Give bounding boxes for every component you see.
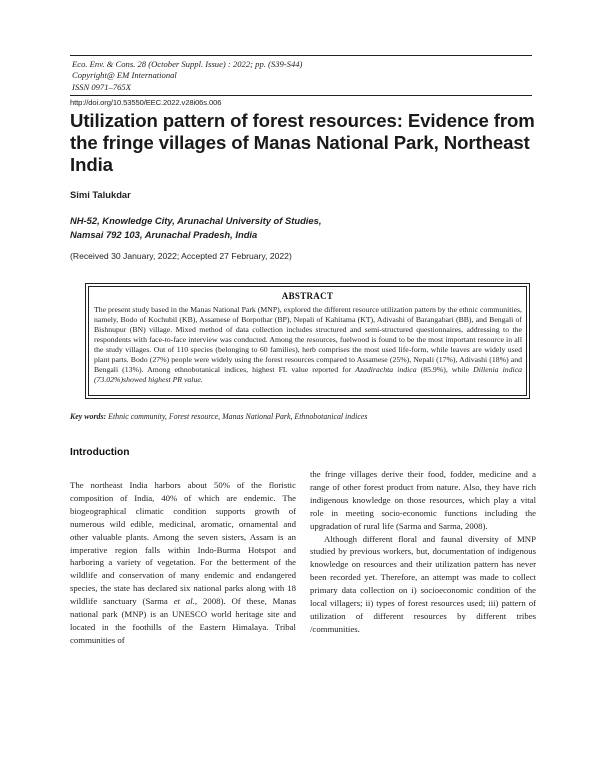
abstract-text-part-1: The present study based in the Manas National Park (MNP), explored the different resource utilization pattern by the ethnic communities, namely, Bodo of Kochubil (KB), Assamese of Borpothar (BP), Nepali of Kahitama (KT), Adivashi of Barangabari (BB), and Bengali of Bishnupur (BN) village. Mixed method of data collection includes structured and semi-structured questionnaires, addressing to the respondents with face-to-face interview was conducted. Among the resources, fuelwood is found to be the most important resource in all the study villages. Out of 110 species (belonging to 60 families), herb comprises the most used life-form, while leaves are widely used plant parts. Bodo (27%) people were widely using the forest resources compared to Assamese (25%), Nepali (17%), Adivashi (18%) and Bengali (13%). Among ethnobotanical indices, highest FL value reported for [94,305,522,375]
intro-para1-part-1: The northeast India harbors about 50% of the floristic composition of India, 40% of which are endemic. The biogeographical climatic condition supports growth of numerous wild edible, medicinal, aromatic, ornamental and other valuable plants. Among the seven sisters, Assam is an imperative region falls within Indo-Burma Hotspot and harboring a variety of vegetation. For the betterment of the wildlife and conservation of many endemic and endangered species, the state has declared six national parks along with 18 wildlife sanctuary (Sarma [70,480,296,607]
author-name: Simi Talukdar [70,189,131,200]
right-column [310,468,536,636]
introduction-paragraph-1 [70,479,296,647]
abstract-text [94,305,522,385]
abstract-box [85,283,530,399]
doi-link[interactable]: http://doi.org/10.53550/EEC.2022.v28i06s.006 [70,98,222,107]
affiliation-line-2: Namsai 792 103, Arunachal Pradesh, India [70,228,258,240]
paper-title: Utilization pattern of forest resources: Evidence from the fringe villages of Manas National Park, Northeast India [70,110,535,175]
introduction-paragraph-1-continued: the fringe villages derive their food, fodder, medicine and a range of other forest product from nature. Also, they have rich indigenous knowledge on those resources, which play a vital role in meeting socio-economic functions including the upgradation of rural life (Sarma and Sarma, 2008). [310,469,536,531]
abstract-heading: ABSTRACT [281,291,334,301]
abstract-text-part-2: (85.9%), while [416,365,474,375]
keywords-line [70,412,540,421]
abstract-species-2: Dillenia indica [473,365,522,375]
affiliation-line-1: NH-52, Knowledge City, Arunachal University of Studies, [70,215,322,226]
journal-issue-line: Eco. Env. & Cons. 28 (October Suppl. Issue) : 2022; pp. (S39-S44) [72,59,303,69]
introduction-heading: Introduction [70,447,130,458]
abstract-species-1: Azadirachta indica [355,365,417,375]
received-dates: (Received 30 January, 2022; Accepted 27 February, 2022) [70,251,292,261]
author-affiliation [70,214,530,241]
journal-copyright-line: Copyright@ EM International [72,70,177,81]
journal-citation-box [70,55,532,96]
keywords-label: Key words: [70,412,107,421]
abstract-text-part-3: (73.02%)showed highest PR value. [94,375,203,385]
journal-issn-line: ISSN 0971–765X [72,81,131,92]
intro-para1-part-2: , 2008). Of these, Manas national park (MNP) is an UNESCO world heritage site and located in the foothills of the Eastern Himalaya. Tribal communities of [70,596,296,645]
keywords-text: Ethnic community, Forest resource, Manas National Park, Ethnobotanical indices [106,412,368,421]
intro-para1-etal: et al. [173,596,195,607]
introduction-paragraph-2: Although different floral and faunal diversity of MNP studied by previous workers, but, documentation of indigenous knowledge on resources and their utilization pattern has never been recorded yet. Therefore, an attempt was made to collect primary data collection on i) socioeconomic condition of the local villagers; ii) types of forest resources used; iii) pattern of utilization of different resources by different tribes /communities. [310,533,536,634]
left-column [70,444,296,647]
